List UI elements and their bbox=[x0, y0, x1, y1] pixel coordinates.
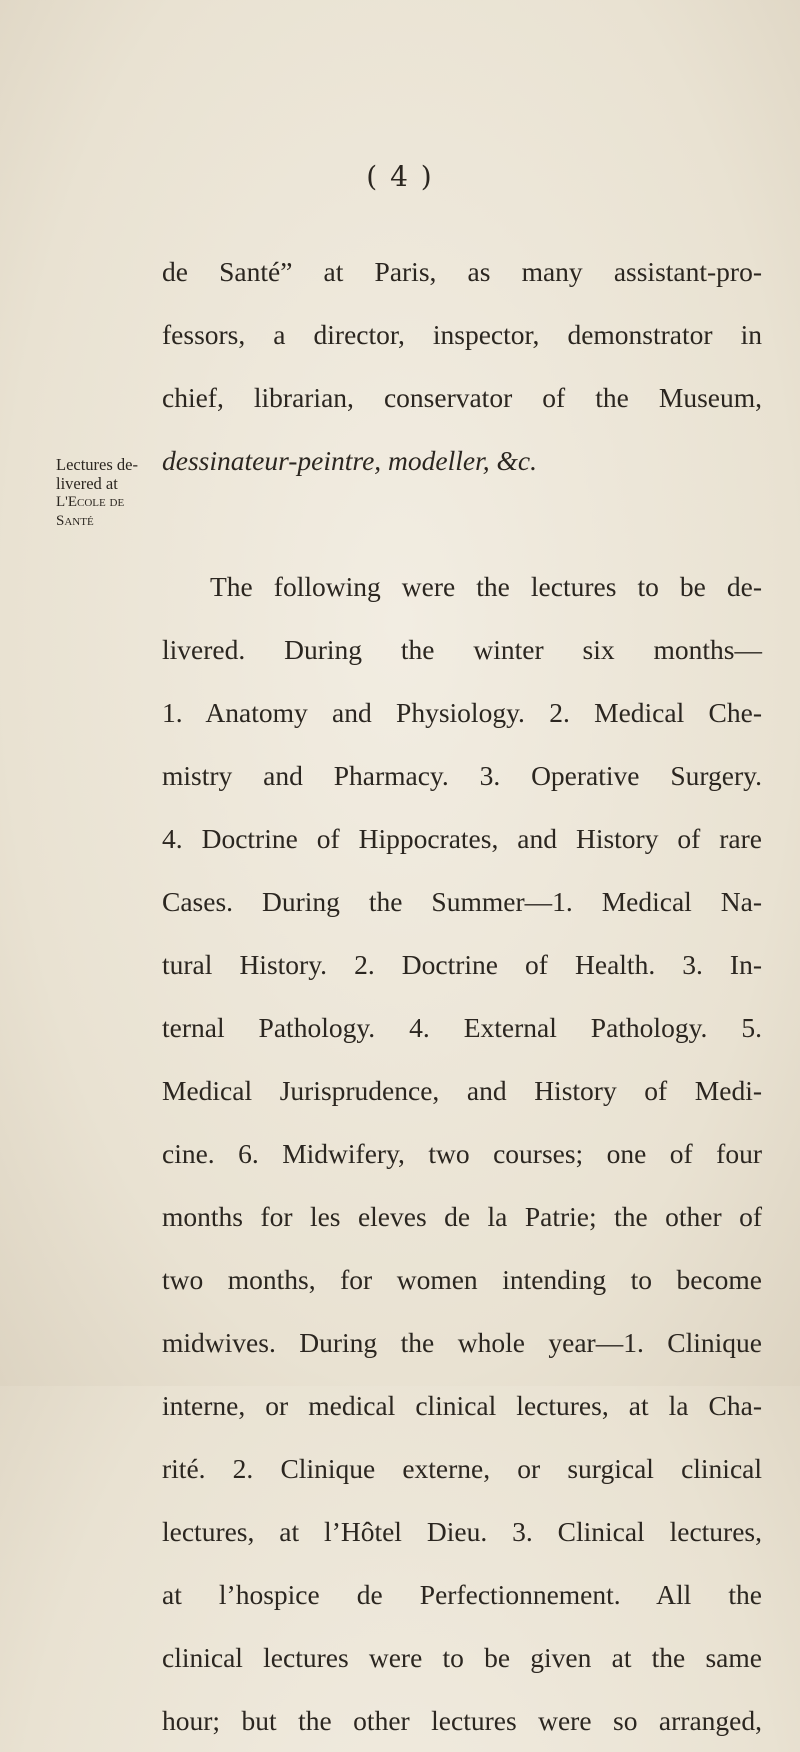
text-line: at l’hospice de Perfectionnement. All the bbox=[162, 1579, 762, 1610]
text-line: chief, librarian, conservator of the Museum, bbox=[162, 382, 762, 413]
text-line: fessors, a director, inspector, demonstrator in bbox=[162, 319, 762, 350]
paragraph-gap bbox=[162, 492, 762, 555]
text-line: ternal Pathology. 4. External Pathology. 5. bbox=[162, 1012, 762, 1043]
text-line: The following were the lectures to be de- bbox=[210, 571, 762, 602]
text-line: 4. Doctrine of Hippocrates, and History of rare bbox=[162, 823, 762, 854]
text-line: months for les eleves de la Patrie; the other of bbox=[162, 1201, 762, 1232]
text-line: mistry and Pharmacy. 3. Operative Surgery. bbox=[162, 760, 762, 791]
text-line: Cases. During the Summer—1. Medical Na- bbox=[162, 886, 762, 917]
text-line: midwives. During the whole year—1. Clinique bbox=[162, 1327, 762, 1358]
text-line: livered. During the winter six months— bbox=[162, 634, 762, 665]
text-line: interne, or medical clinical lectures, at la Cha- bbox=[162, 1390, 762, 1421]
text-line: rité. 2. Clinique externe, or surgical clinical bbox=[162, 1453, 762, 1484]
text-line: Medical Jurisprudence, and History of Medi- bbox=[162, 1075, 762, 1106]
paragraph bbox=[162, 240, 762, 492]
page-number: ( 4 ) bbox=[366, 160, 434, 193]
text-line: dessinateur-peintre, modeller, &c. bbox=[162, 445, 537, 476]
margin-note-line: Santé bbox=[56, 513, 94, 529]
text-line: clinical lectures were to be given at the same bbox=[162, 1642, 762, 1673]
text-line: two months, for women intending to become bbox=[162, 1264, 762, 1295]
margin-note-line: livered at bbox=[56, 474, 118, 493]
paragraph bbox=[162, 555, 762, 1752]
text-line: cine. 6. Midwifery, two courses; one of four bbox=[162, 1138, 762, 1169]
text-line: 1. Anatomy and Physiology. 2. Medical Che- bbox=[162, 697, 762, 728]
text-line: de Santé” at Paris, as many assistant-pro- bbox=[162, 256, 762, 287]
margin-note bbox=[56, 455, 146, 531]
margin-note-line: L'Ecole de bbox=[56, 494, 125, 510]
text-line: hour; but the other lectures were so arranged, bbox=[162, 1705, 762, 1736]
text-line: lectures, at l’Hôtel Dieu. 3. Clinical lectures, bbox=[162, 1516, 762, 1547]
margin-note-line: Lectures de- bbox=[56, 455, 138, 474]
text-line: tural History. 2. Doctrine of Health. 3. In- bbox=[162, 949, 762, 980]
body-text bbox=[162, 240, 762, 1752]
